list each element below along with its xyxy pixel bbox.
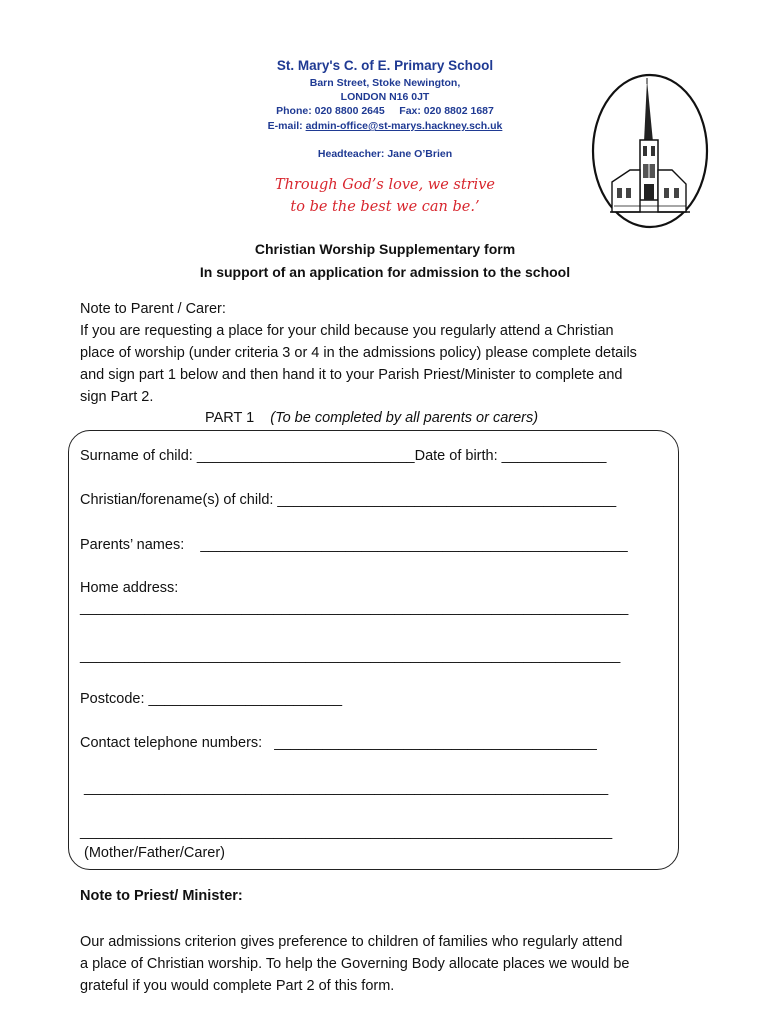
part1-note: (To be completed by all parents or carers) [270,410,539,426]
priest-line-3: grateful if you would complete Part 2 of this form. [80,978,395,994]
priest-line-1: Our admissions criterion gives preference to children of families who regularly attend [80,934,623,950]
home-address-label: Home address: [80,580,179,596]
note-heading: Note to Parent / Carer: [80,301,226,317]
surname-dob-field[interactable]: Surname of child: ___________________________Date of birth: _____________ [80,448,607,464]
note-line-3: and sign part 1 below and then hand it to your Parish Priest/Minister to complete and [80,367,623,383]
signature-line-1[interactable]: _________________________________________________________________ [84,780,609,796]
forename-field[interactable]: Christian/forename(s) of child: __________________________________________ [80,492,617,508]
parent-note [80,298,700,408]
school-name: St. Mary's C. of E. Primary School [276,58,494,73]
form-title: Christian Worship Supplementary form [254,241,516,257]
priest-note-heading: Note to Priest/ Minister: [80,888,243,904]
part1-heading [205,410,538,426]
contact-phone-field[interactable]: Contact telephone numbers: ________________________________________ [80,735,597,751]
form-subtitle: In support of an application for admission to the school [199,264,571,280]
motto-line-1: Through God’s love, we strive [274,177,496,193]
church-spire-icon [590,72,710,230]
postcode-field[interactable]: Postcode: ________________________ [80,691,343,707]
email-link[interactable]: admin-office@st-marys.hackney.sch.uk [305,120,503,132]
note-line-2: place of worship (under criteria 3 or 4 in the admissions policy) please complete details [80,345,637,361]
address-line-field-1[interactable]: ____________________________________________________________________ [80,600,629,616]
note-line-1: If you are requesting a place for your child because you regularly attend a Christian [80,323,614,339]
signature-line-2[interactable]: __________________________________________________________________ [80,824,613,840]
headteacher: Headteacher: Jane O’Brien [317,148,453,160]
address-line-2: LONDON N16 0JT [340,91,430,103]
motto-line-2: to be the best we can be.’ [290,199,480,215]
email-line [180,120,590,132]
priest-note [80,931,700,997]
note-line-4: sign Part 2. [80,389,154,405]
part1-label: PART 1 [205,410,255,426]
address-line-1: Barn Street, Stoke Newington, [309,77,461,89]
priest-line-2: a place of Christian worship. To help the Governing Body allocate places we would be [80,956,630,972]
signatory-label: (Mother/Father/Carer) [84,845,226,861]
phone-fax: Phone: 020 8800 2645 Fax: 020 8802 1687 [276,105,494,117]
parents-names-field[interactable]: Parents’ names: _____________________________________________________ [80,537,628,553]
address-line-field-2[interactable]: ___________________________________________________________________ [80,648,621,664]
email-label: E-mail: [267,120,306,132]
